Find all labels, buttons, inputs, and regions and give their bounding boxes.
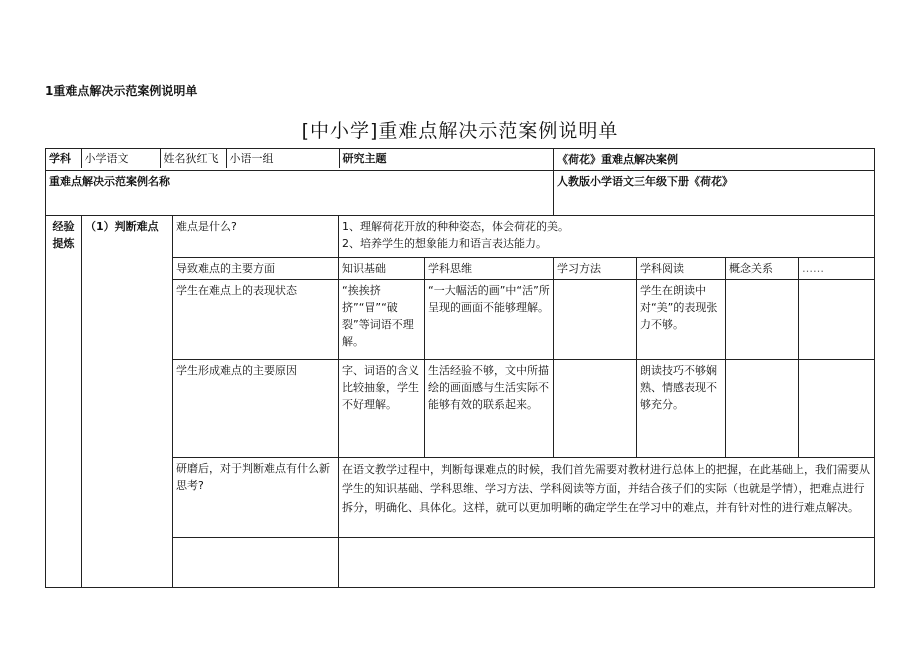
causes-more [798, 360, 874, 458]
form-title: [中小学]重难点解决示范案例说明单 [301, 120, 619, 142]
aspect-method: 学习方法 [553, 258, 636, 280]
performance-reading: 学生在朗读中对“美”的表现张力不够。 [636, 280, 725, 360]
subject-value: 小学语文 [81, 149, 160, 168]
causes-concept [725, 360, 798, 458]
case-form-table [45, 148, 875, 588]
difficulty-label: 难点是什么? [173, 216, 339, 258]
aspect-thinking: 学科思维 [425, 258, 554, 280]
performance-concept [725, 280, 798, 360]
subject-label: 学科 [46, 149, 81, 168]
topic-label: 研究主题 [342, 152, 387, 165]
performance-more [798, 280, 874, 360]
document-heading: 1重难点解决示范案例说明单 [45, 84, 198, 98]
case-name-label: 重难点解决示范案例名称 [46, 171, 554, 216]
group-name: 小语一组 [226, 149, 339, 168]
aspect-more: …… [798, 258, 874, 280]
causes-label: 学生形成难点的主要原因 [173, 360, 339, 458]
blank-cell [339, 538, 875, 588]
teacher-name: 姓名狄红飞 [160, 149, 226, 168]
aspect-knowledge: 知识基础 [339, 258, 425, 280]
case-name-row [46, 171, 875, 216]
causes-knowledge: 字、词语的含义比较抽象，学生不好理解。 [339, 360, 425, 458]
case-name-value: 人教版小学语文三年级下册《荷花》 [553, 171, 874, 216]
aspect-concept: 概念关系 [725, 258, 798, 280]
causes-reading: 朗读技巧不够娴熟、情感表现不够充分。 [636, 360, 725, 458]
difficulty-items [339, 216, 875, 258]
performance-method [553, 280, 636, 360]
difficulty-row [46, 216, 875, 258]
section-label: 经验提炼 [46, 216, 82, 588]
difficulty-item: 1、理解荷花开放的种种姿态，体会荷花的美。 [342, 220, 569, 233]
difficulty-item: 2、培养学生的想象能力和语言表达能力。 [342, 237, 547, 250]
reflection-label: 研磨后，对于判断难点有什么新思考? [173, 458, 339, 538]
performance-label: 学生在难点上的表现状态 [173, 280, 339, 360]
causes-method [553, 360, 636, 458]
aspects-label: 导致难点的主要方面 [173, 258, 339, 280]
causes-thinking: 生活经验不够，文中所描绘的画面感与生活实际不能够有效的联系起来。 [425, 360, 554, 458]
blank-cell [173, 538, 339, 588]
subject-row [46, 149, 553, 168]
performance-thinking: “一大幅活的画”中“活”所呈现的画面不能够理解。 [425, 280, 554, 360]
topic-value: 《荷花》重难点解决案例 [553, 149, 874, 171]
performance-knowledge: “挨挨挤挤”“冒”“破裂”等词语不理解。 [339, 280, 425, 360]
sub-section-label: （1）判断难点 [82, 216, 173, 588]
aspect-reading: 学科阅读 [636, 258, 725, 280]
reflection-text: 在语文教学过程中，判断每课难点的时候，我们首先需要对教材进行总体上的把握，在此基础上，我们需要从学生的知识基础、学科思维、学习方法、学科阅读等方面，并结合孩子们的实际（也就是学情），把难点进行拆分，明确化、具体化。这样，就可以更加明晰的确定学生在学习中的难点，并有针对性的进行难点解决。 [339, 458, 875, 538]
header-row [46, 149, 875, 171]
